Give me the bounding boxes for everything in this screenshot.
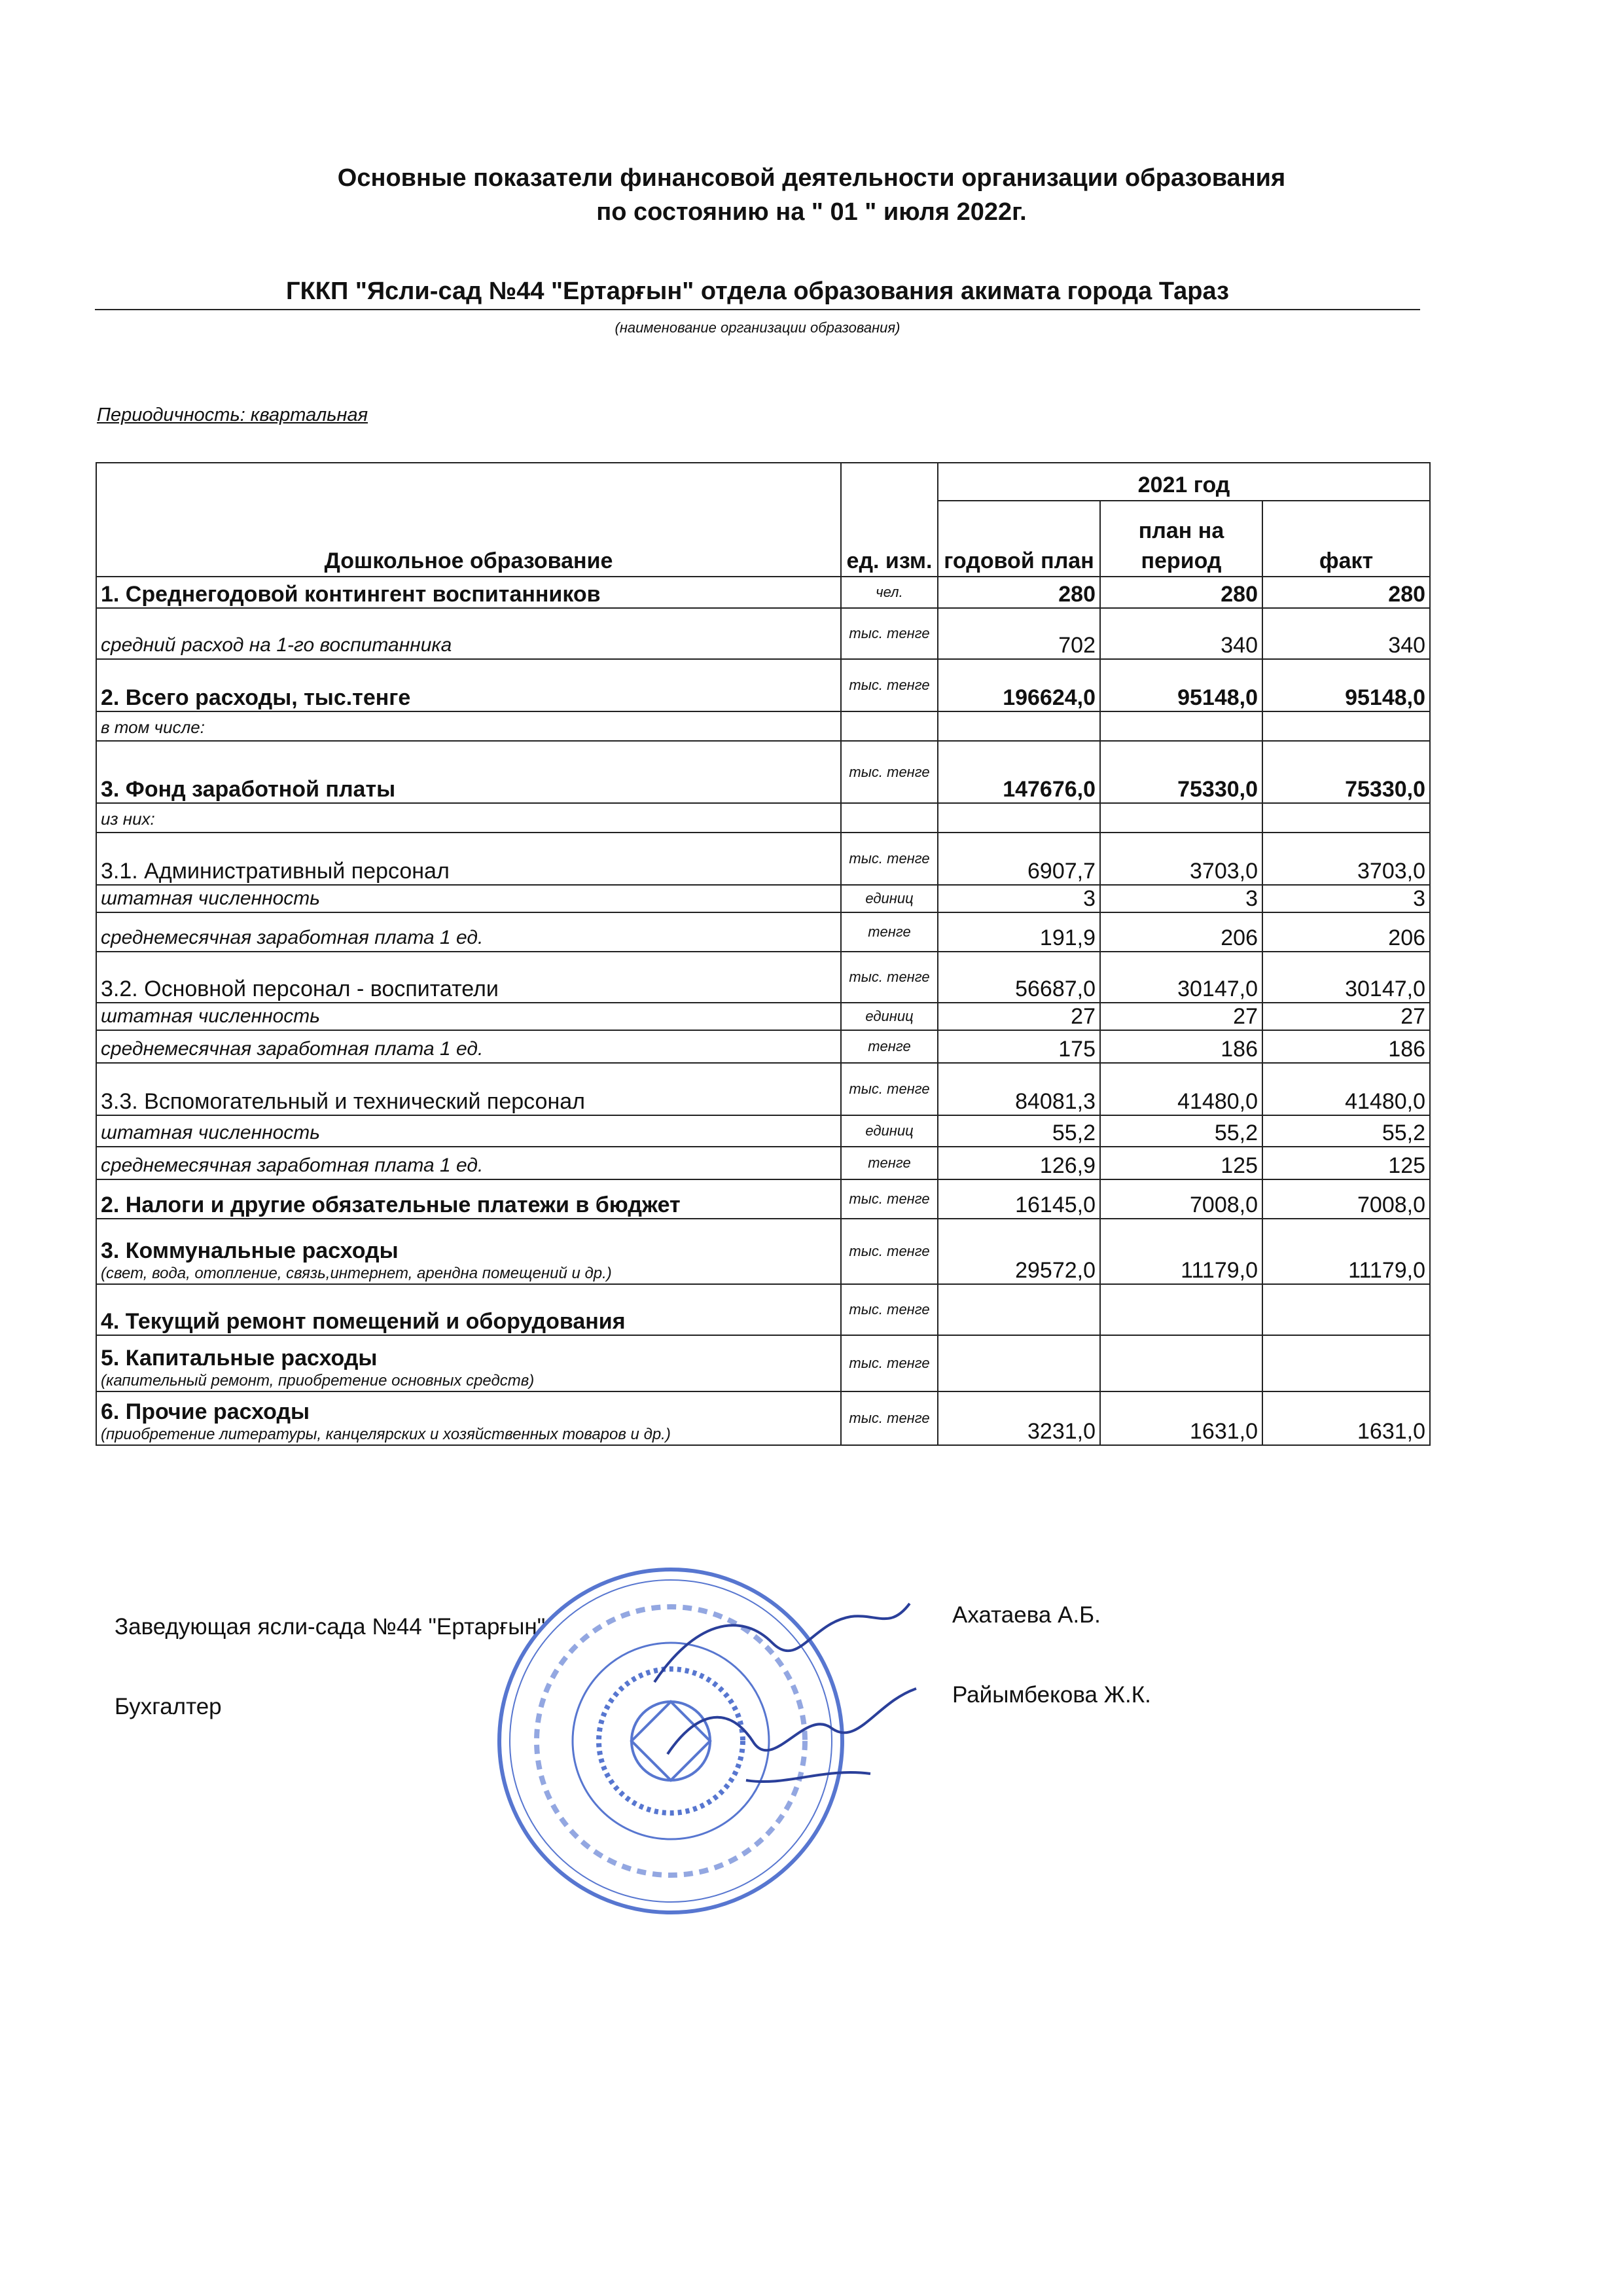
- row-label-cell: [96, 1063, 841, 1115]
- row-value-period: 95148,0: [1100, 659, 1262, 711]
- header-category: Дошкольное образование: [96, 463, 841, 577]
- row-unit: тенге: [841, 912, 938, 952]
- row-unit: тенге: [841, 1147, 938, 1179]
- row-label: 2. Всего расходы, тыс.тенге: [101, 685, 411, 710]
- row-value-fact: [1262, 1284, 1430, 1335]
- row-value-annual: 29572,0: [938, 1219, 1100, 1284]
- row-value-fact: 55,2: [1262, 1115, 1430, 1147]
- row-value-annual: 196624,0: [938, 659, 1100, 711]
- row-unit: тыс. тенге: [841, 952, 938, 1003]
- accountant-signature: [654, 1676, 929, 1820]
- row-label-cell: [96, 885, 841, 912]
- row-value-fact: 95148,0: [1262, 659, 1430, 711]
- organization-note: (наименование организации образования): [615, 319, 901, 336]
- row-value-annual: [938, 1335, 1100, 1391]
- row-value-fact: 27: [1262, 1003, 1430, 1030]
- table-row: [96, 608, 1430, 659]
- table-row: [96, 1391, 1430, 1445]
- row-label-cell: [96, 1179, 841, 1219]
- row-label-cell: [96, 803, 841, 833]
- table-row: [96, 1179, 1430, 1219]
- table-row: [96, 1030, 1430, 1063]
- row-unit: единиц: [841, 1115, 938, 1147]
- row-unit: тыс. тенге: [841, 1063, 938, 1115]
- row-label: 3. Фонд заработной платы: [101, 777, 396, 802]
- row-value-period: [1100, 1284, 1262, 1335]
- row-label-cell: [96, 952, 841, 1003]
- row-unit: [841, 711, 938, 741]
- table-row: [96, 659, 1430, 711]
- row-unit: [841, 803, 938, 833]
- row-value-period: 280: [1100, 577, 1262, 608]
- row-value-period: 340: [1100, 608, 1262, 659]
- row-value-fact: 186: [1262, 1030, 1430, 1063]
- row-value-annual: 84081,3: [938, 1063, 1100, 1115]
- table-row: [96, 1003, 1430, 1030]
- row-unit: тыс. тенге: [841, 1219, 938, 1284]
- header-period-plan: план на период: [1100, 501, 1262, 577]
- row-value-annual: [938, 1284, 1100, 1335]
- financial-indicators-table: [96, 462, 1431, 1446]
- accountant-name: Райымбекова Ж.К.: [952, 1682, 1151, 1708]
- head-title: Заведующая ясли-сада №44 "Ертарғын": [115, 1614, 546, 1640]
- row-value-period: 3: [1100, 885, 1262, 912]
- row-label-cell: [96, 833, 841, 885]
- row-label-cell: [96, 608, 841, 659]
- row-value-period: 3703,0: [1100, 833, 1262, 885]
- row-value-fact: 7008,0: [1262, 1179, 1430, 1219]
- row-label-cell: [96, 659, 841, 711]
- table-row: [96, 1115, 1430, 1147]
- row-value-period: [1100, 803, 1262, 833]
- row-label-cell: [96, 1219, 841, 1284]
- row-unit: тыс. тенге: [841, 1391, 938, 1445]
- table-row: [96, 885, 1430, 912]
- row-unit: тыс. тенге: [841, 1335, 938, 1391]
- row-unit: тыс. тенге: [841, 1284, 938, 1335]
- row-label: 5. Капитальные расходы: [101, 1346, 378, 1371]
- row-label: из них:: [101, 809, 155, 829]
- row-label-cell: [96, 1335, 841, 1391]
- document-title-line2: по состоянию на " 01 " июля 2022г.: [596, 198, 1027, 226]
- table-body: [96, 577, 1430, 1445]
- row-value-period: 11179,0: [1100, 1219, 1262, 1284]
- row-value-period: 55,2: [1100, 1115, 1262, 1147]
- row-value-annual: [938, 711, 1100, 741]
- row-value-fact: 206: [1262, 912, 1430, 952]
- row-value-annual: 175: [938, 1030, 1100, 1063]
- row-value-fact: 41480,0: [1262, 1063, 1430, 1115]
- row-sublabel: (приобретение литературы, канцелярских и хозяйственных товаров и др.): [101, 1426, 671, 1443]
- table-row: [96, 912, 1430, 952]
- row-value-fact: 1631,0: [1262, 1391, 1430, 1445]
- periodicity-label: Периодичность: квартальная: [97, 404, 368, 425]
- row-value-annual: 3231,0: [938, 1391, 1100, 1445]
- row-label-cell: [96, 1147, 841, 1179]
- row-value-fact: 75330,0: [1262, 741, 1430, 803]
- row-label: 6. Прочие расходы: [101, 1399, 310, 1424]
- row-value-fact: 11179,0: [1262, 1219, 1430, 1284]
- row-value-fact: 280: [1262, 577, 1430, 608]
- row-value-fact: 340: [1262, 608, 1430, 659]
- row-label-cell: [96, 1284, 841, 1335]
- row-label-cell: [96, 577, 841, 608]
- row-value-period: 27: [1100, 1003, 1262, 1030]
- row-unit: тыс. тенге: [841, 608, 938, 659]
- row-label: 4. Текущий ремонт помещений и оборудования: [101, 1309, 626, 1334]
- row-unit: тенге: [841, 1030, 938, 1063]
- row-label: 3.1. Административный персонал: [101, 859, 450, 884]
- row-value-fact: 30147,0: [1262, 952, 1430, 1003]
- row-label: 2. Налоги и другие обязательные платежи в бюджет: [101, 1193, 681, 1217]
- row-value-period: 7008,0: [1100, 1179, 1262, 1219]
- row-value-fact: 3703,0: [1262, 833, 1430, 885]
- row-value-annual: 702: [938, 608, 1100, 659]
- row-label-cell: [96, 1391, 841, 1445]
- row-value-period: 30147,0: [1100, 952, 1262, 1003]
- table-row: [96, 577, 1430, 608]
- row-label-cell: [96, 1115, 841, 1147]
- row-unit: чел.: [841, 577, 938, 608]
- table-row: [96, 711, 1430, 741]
- row-value-fact: [1262, 803, 1430, 833]
- row-value-fact: [1262, 1335, 1430, 1391]
- row-unit: тыс. тенге: [841, 833, 938, 885]
- organization-name: ГККП "Ясли-сад №44 "Ертарғын" отдела образования акимата города Тараз: [95, 275, 1420, 310]
- row-label: средний расход на 1-го воспитанника: [101, 634, 452, 656]
- row-value-period: 75330,0: [1100, 741, 1262, 803]
- row-unit: тыс. тенге: [841, 1179, 938, 1219]
- accountant-title: Бухгалтер: [115, 1694, 222, 1719]
- row-value-annual: 126,9: [938, 1147, 1100, 1179]
- row-value-period: [1100, 1335, 1262, 1391]
- row-label: среднемесячная заработная плата 1 ед.: [101, 1155, 484, 1176]
- table-row: [96, 833, 1430, 885]
- table-row: [96, 1335, 1430, 1391]
- row-value-annual: 280: [938, 577, 1100, 608]
- row-value-period: 41480,0: [1100, 1063, 1262, 1115]
- row-label-cell: [96, 912, 841, 952]
- row-value-annual: 6907,7: [938, 833, 1100, 885]
- row-value-annual: 3: [938, 885, 1100, 912]
- row-unit: тыс. тенге: [841, 741, 938, 803]
- row-label-cell: [96, 711, 841, 741]
- table-row: [96, 952, 1430, 1003]
- row-value-fact: 125: [1262, 1147, 1430, 1179]
- row-label: в том числе:: [101, 717, 205, 737]
- row-value-annual: [938, 803, 1100, 833]
- row-label: среднемесячная заработная плата 1 ед.: [101, 1038, 484, 1060]
- row-label: среднемесячная заработная плата 1 ед.: [101, 927, 484, 948]
- row-value-annual: 27: [938, 1003, 1100, 1030]
- row-value-period: [1100, 711, 1262, 741]
- table-row: [96, 1063, 1430, 1115]
- row-value-fact: 3: [1262, 885, 1430, 912]
- row-value-annual: 16145,0: [938, 1179, 1100, 1219]
- row-value-annual: 55,2: [938, 1115, 1100, 1147]
- table-row: [96, 1284, 1430, 1335]
- row-value-annual: 147676,0: [938, 741, 1100, 803]
- row-label-cell: [96, 1003, 841, 1030]
- row-value-period: 125: [1100, 1147, 1262, 1179]
- row-label: 1. Среднегодовой контингент воспитанников: [101, 582, 601, 607]
- row-sublabel: (свет, вода, отопление, связь,интернет, арендна помещений и др.): [101, 1265, 612, 1282]
- row-label: штатная численность: [101, 1122, 321, 1143]
- table-row: [96, 741, 1430, 803]
- document-title-line1: Основные показатели финансовой деятельности организации образования: [337, 164, 1286, 192]
- row-sublabel: (капительный ремонт, приобретение основных средств): [101, 1372, 535, 1390]
- row-value-annual: 56687,0: [938, 952, 1100, 1003]
- table-row: [96, 1147, 1430, 1179]
- header-fact: факт: [1262, 501, 1430, 577]
- header-unit: ед. изм.: [841, 463, 938, 577]
- row-label: 3.3. Вспомогательный и технический персонал: [101, 1089, 585, 1114]
- row-label: штатная численность: [101, 1005, 321, 1027]
- row-label: 3.2. Основной персонал - воспитатели: [101, 977, 499, 1001]
- row-unit: единиц: [841, 1003, 938, 1030]
- row-label-cell: [96, 741, 841, 803]
- table-row: [96, 1219, 1430, 1284]
- row-value-annual: 191,9: [938, 912, 1100, 952]
- table-row: [96, 803, 1430, 833]
- row-label: штатная численность: [101, 888, 321, 909]
- row-value-period: 206: [1100, 912, 1262, 952]
- row-label-cell: [96, 1030, 841, 1063]
- row-label: 3. Коммунальные расходы: [101, 1238, 399, 1263]
- row-value-period: 1631,0: [1100, 1391, 1262, 1445]
- header-year: 2021 год: [938, 463, 1430, 501]
- row-unit: единиц: [841, 885, 938, 912]
- header-annual-plan: годовой план: [938, 501, 1100, 577]
- head-name: Ахатаева А.Б.: [952, 1602, 1101, 1628]
- row-value-fact: [1262, 711, 1430, 741]
- row-value-period: 186: [1100, 1030, 1262, 1063]
- row-unit: тыс. тенге: [841, 659, 938, 711]
